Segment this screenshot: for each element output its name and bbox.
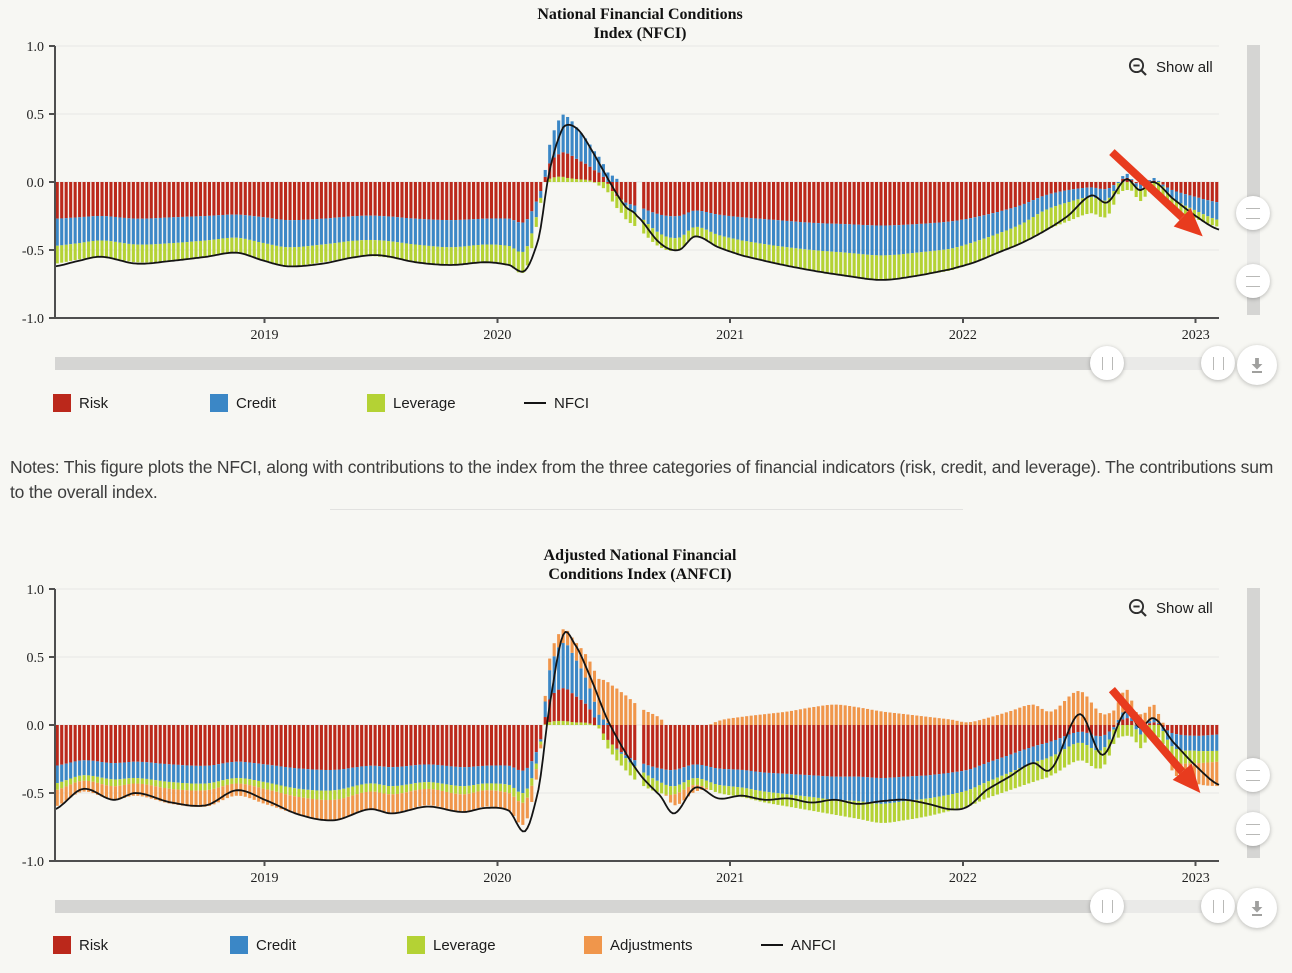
notes-text: Notes: This figure plots the NFCI, along with contributions to the index from the three categories of financial indicators (risk, credit, and leverage). The contributions sum to the overall index.	[10, 456, 1274, 502]
x-tick-label: 2023	[1181, 871, 1210, 886]
legend-label: Credit	[256, 936, 297, 954]
section-divider	[330, 509, 963, 510]
y-tick-label: 0.0	[26, 176, 44, 191]
show-all-button[interactable]	[1124, 596, 1217, 621]
vertical-range-handle-top[interactable]	[1236, 196, 1270, 230]
range-handle-right[interactable]	[1201, 889, 1235, 923]
drag-handle-icon	[1246, 770, 1260, 781]
vertical-range-handle-bottom[interactable]	[1236, 264, 1270, 298]
x-tick-label: 2022	[948, 328, 977, 343]
contribution-bars	[56, 629, 1219, 825]
legend-label: ANFCI	[791, 936, 836, 954]
anfci-legend	[53, 936, 938, 954]
title-line: Index (NFCI)	[593, 25, 687, 42]
legend-label: Leverage	[433, 936, 496, 954]
legend-line-sample	[761, 944, 783, 946]
legend-swatch	[407, 936, 425, 954]
y-tick-label: 1.0	[26, 40, 44, 55]
zoom-out-icon	[1128, 598, 1149, 619]
legend-label: Adjustments	[610, 936, 693, 954]
legend-label: Credit	[236, 394, 277, 412]
gridlines	[55, 589, 1219, 793]
anfci-chart-title	[0, 546, 1280, 584]
legend-item-credit	[210, 394, 367, 412]
x-tick-label: 2021	[716, 871, 745, 886]
legend-label: Risk	[79, 936, 109, 954]
legend-item-leverage	[407, 936, 584, 954]
x-tick-label: 2020	[483, 328, 512, 343]
x-tick-label: 2019	[250, 328, 279, 343]
legend-item-risk	[53, 394, 210, 412]
nfci-chart-title	[0, 5, 1280, 43]
drag-handle-icon	[1213, 357, 1224, 370]
x-tick-label: 2019	[250, 871, 279, 886]
title-line: Adjusted National Financial	[543, 547, 737, 564]
legend-swatch	[230, 936, 248, 954]
x-tick-label: 2022	[948, 871, 977, 886]
download-button[interactable]	[1237, 345, 1277, 385]
title-line: National Financial Conditions	[537, 6, 743, 23]
y-tick-label: -1.0	[21, 855, 44, 870]
legend-swatch	[584, 936, 602, 954]
legend-item-risk	[53, 936, 230, 954]
legend-label: Leverage	[393, 394, 456, 412]
download-icon	[1248, 356, 1266, 374]
drag-handle-icon	[1102, 357, 1113, 370]
nfci-legend	[53, 394, 681, 412]
y-tick-label: -0.5	[21, 787, 44, 802]
legend-item-nfci	[524, 395, 681, 412]
legend-item-anfci	[761, 937, 938, 954]
show-all-button[interactable]	[1124, 55, 1217, 80]
gridlines	[55, 46, 1219, 250]
legend-label: NFCI	[554, 394, 589, 412]
legend-item-adjustments	[584, 936, 761, 954]
legend-swatch	[53, 394, 71, 412]
drag-handle-icon	[1246, 208, 1260, 219]
range-handle-left[interactable]	[1090, 346, 1124, 380]
range-handle-right[interactable]	[1201, 346, 1235, 380]
horizontal-range-track[interactable]	[55, 900, 1219, 913]
drag-handle-icon	[1102, 900, 1113, 913]
legend-line-sample	[524, 402, 546, 404]
drag-handle-icon	[1246, 824, 1260, 835]
x-tick-label: 2023	[1181, 328, 1210, 343]
y-tick-label: 1.0	[26, 583, 44, 598]
index-line	[55, 125, 1219, 280]
legend-swatch	[367, 394, 385, 412]
contribution-bars	[56, 115, 1219, 280]
vertical-range-handle-bottom[interactable]	[1236, 812, 1270, 846]
y-tick-label: 0.5	[26, 651, 44, 666]
legend-item-leverage	[367, 394, 524, 412]
y-tick-label: -1.0	[21, 312, 44, 327]
legend-swatch	[53, 936, 71, 954]
download-icon	[1248, 899, 1266, 917]
drag-handle-icon	[1213, 900, 1224, 913]
legend-swatch	[210, 394, 228, 412]
legend-label: Risk	[79, 394, 109, 412]
show-all-label: Show all	[1156, 59, 1213, 76]
trend-arrow-annotation	[1112, 690, 1200, 793]
vertical-range-handle-top[interactable]	[1236, 758, 1270, 792]
y-tick-label: 0.0	[26, 719, 44, 734]
show-all-label: Show all	[1156, 600, 1213, 617]
nfci-chart-plot[interactable]	[0, 40, 1292, 350]
download-button[interactable]	[1237, 888, 1277, 928]
legend-item-credit	[230, 936, 407, 954]
y-tick-label: -0.5	[21, 244, 44, 259]
anfci-chart-plot[interactable]	[0, 583, 1292, 895]
drag-handle-icon	[1246, 276, 1260, 287]
x-tick-label: 2020	[483, 871, 512, 886]
y-tick-label: 0.5	[26, 108, 44, 123]
zoom-out-icon	[1128, 57, 1149, 78]
title-line: Conditions Index (ANFCI)	[548, 566, 732, 583]
index-line	[55, 632, 1219, 832]
x-tick-label: 2021	[716, 328, 745, 343]
range-handle-left[interactable]	[1090, 889, 1124, 923]
horizontal-range-track[interactable]	[55, 357, 1219, 370]
